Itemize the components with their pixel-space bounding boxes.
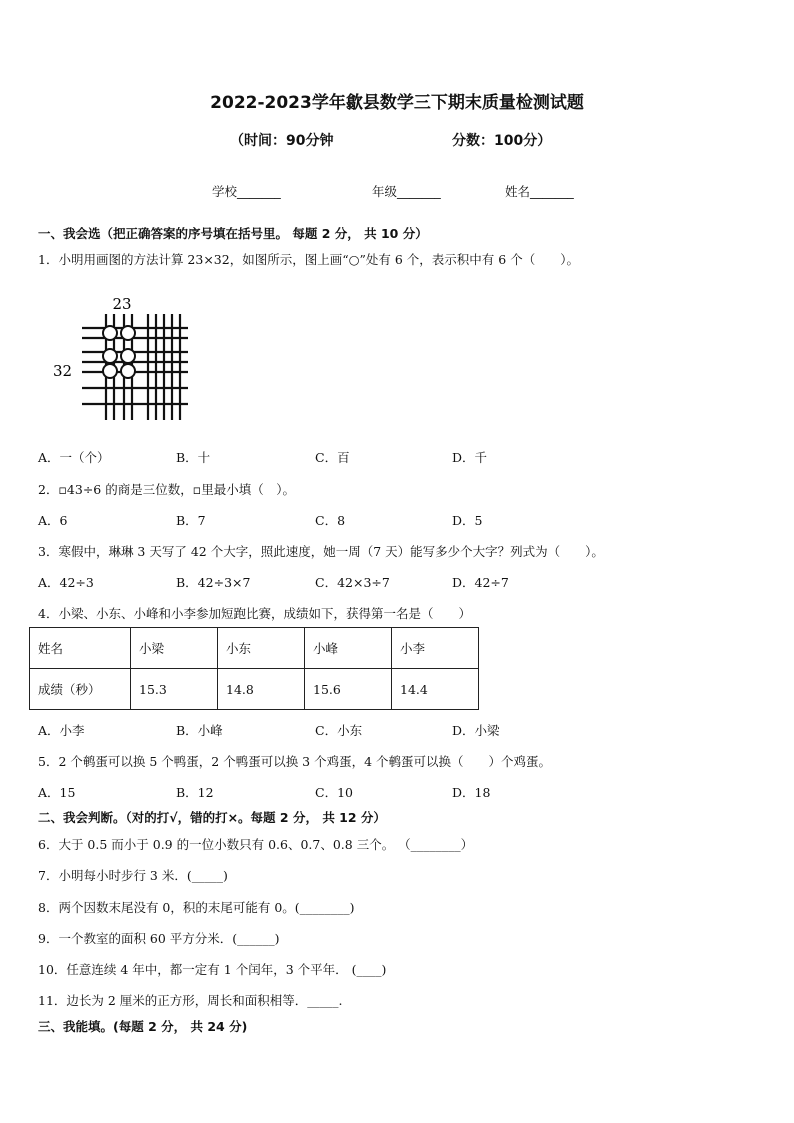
question-5: 5．2 个鹌蛋可以换 5 个鸭蛋，2 个鸭蛋可以换 3 个鸡蛋，4 个鹌蛋可以换（ ）个鸡蛋。 bbox=[38, 754, 552, 769]
table-cell: 成绩（秒） bbox=[30, 669, 131, 710]
q4-option-d[interactable]: D．小梁 bbox=[452, 723, 500, 738]
q3-option-c[interactable]: C．42×3÷7 bbox=[315, 575, 390, 590]
section-1-heading: 一、我会选（把正确答案的序号填在括号里。 每题 2 分， 共 10 分） bbox=[38, 226, 428, 241]
question-9: 9．一个教室的面积 60 平方分米．(______) bbox=[38, 931, 280, 946]
q2-option-a[interactable]: A．6 bbox=[38, 513, 68, 528]
question-6: 6．大于 0.5 而小于 0.9 的一位小数只有 0.6、0.7、0.8 三个。 （________） bbox=[38, 837, 474, 852]
multiplication-grid-figure bbox=[50, 292, 200, 422]
table-cell: 小峰 bbox=[305, 628, 392, 669]
name-field: 姓名_______ bbox=[505, 184, 574, 199]
grade-field: 年级_______ bbox=[372, 184, 441, 199]
section-3-heading: 三、我能填。(每题 2 分， 共 24 分) bbox=[38, 1019, 248, 1034]
race-results-table bbox=[29, 627, 479, 710]
page-title: 2022-2023学年歙县数学三下期末质量检测试题 bbox=[210, 93, 584, 113]
question-3: 3．寒假中，琳琳 3 天写了 42 个大字，照此速度，她一周（7 天）能写多少个大字？列式为（ ）。 bbox=[38, 544, 604, 559]
score-info: 分数：100分） bbox=[452, 133, 552, 149]
question-10: 10．任意连续 4 年中，都一定有 1 个闰年，3 个平年． (____) bbox=[38, 962, 387, 977]
question-11: 11．边长为 2 厘米的正方形，周长和面积相等．_____. bbox=[38, 993, 343, 1008]
q5-option-c[interactable]: C．10 bbox=[315, 785, 353, 800]
q5-option-b[interactable]: B．12 bbox=[176, 785, 214, 800]
q3-option-b[interactable]: B．42÷3×7 bbox=[176, 575, 251, 590]
school-field: 学校_______ bbox=[212, 184, 281, 199]
figure-top-label: 23 bbox=[112, 295, 132, 313]
table-cell: 14.8 bbox=[218, 669, 305, 710]
q4-option-b[interactable]: B．小峰 bbox=[176, 723, 223, 738]
q1-option-a[interactable]: A．一（个） bbox=[38, 450, 110, 465]
question-2: 2．▫43÷6 的商是三位数，▫里最小填（ ）。 bbox=[38, 482, 295, 497]
q4-option-a[interactable]: A．小李 bbox=[38, 723, 85, 738]
table-cell: 小李 bbox=[392, 628, 479, 669]
q4-option-c[interactable]: C．小东 bbox=[315, 723, 363, 738]
question-1: 1．小明用画图的方法计算 23×32，如图所示，图上画“○”处有 6 个，表示积中有 6 个（ ）。 bbox=[38, 252, 579, 267]
q2-option-b[interactable]: B．7 bbox=[176, 513, 206, 528]
q2-option-c[interactable]: C．8 bbox=[315, 513, 346, 528]
q5-option-d[interactable]: D．18 bbox=[452, 785, 491, 800]
table-row bbox=[30, 669, 479, 710]
q2-option-d[interactable]: D．5 bbox=[452, 513, 483, 528]
question-7: 7．小明每小时步行 3 米．(_____) bbox=[38, 868, 228, 883]
section-2-heading: 二、我会判断。（对的打√，错的打×。每题 2 分， 共 12 分） bbox=[38, 810, 386, 825]
figure-left-label: 32 bbox=[53, 362, 73, 380]
q3-option-a[interactable]: A．42÷3 bbox=[38, 575, 94, 590]
table-cell: 小梁 bbox=[131, 628, 218, 669]
q1-option-b[interactable]: B．十 bbox=[176, 450, 211, 465]
question-8: 8．两个因数末尾没有 0，积的末尾可能有 0。(________) bbox=[38, 900, 355, 915]
table-cell: 15.6 bbox=[305, 669, 392, 710]
table-cell: 姓名 bbox=[30, 628, 131, 669]
table-cell: 14.4 bbox=[392, 669, 479, 710]
q5-option-a[interactable]: A．15 bbox=[38, 785, 76, 800]
time-info: （时间：90分钟 bbox=[230, 133, 334, 149]
table-cell: 15.3 bbox=[131, 669, 218, 710]
q1-option-d[interactable]: D．千 bbox=[452, 450, 488, 465]
q3-option-d[interactable]: D．42÷7 bbox=[452, 575, 509, 590]
table-row bbox=[30, 628, 479, 669]
question-4: 4．小梁、小东、小峰和小李参加短跑比赛，成绩如下，获得第一名是（ ） bbox=[38, 606, 471, 621]
q1-option-c[interactable]: C．百 bbox=[315, 450, 350, 465]
table-cell: 小东 bbox=[218, 628, 305, 669]
